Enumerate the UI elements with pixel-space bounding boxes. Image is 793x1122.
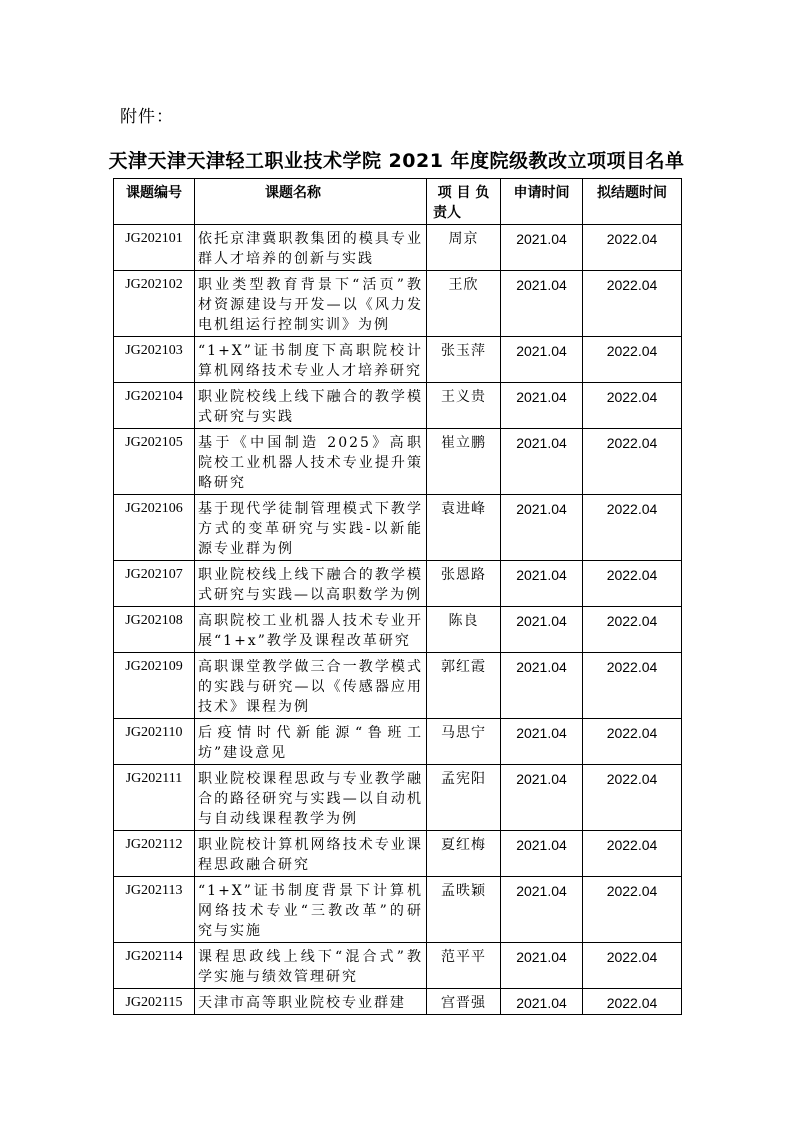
end-time-cell: 2022.04	[583, 429, 682, 495]
attachment-label: 附件：	[120, 107, 174, 127]
table-row	[114, 607, 682, 653]
project-code-cell: JG202101	[114, 225, 195, 271]
table-row	[114, 831, 682, 877]
project-code-cell: JG202110	[114, 719, 195, 765]
project-name-cell: 课程思政线上线下“混合式”教学实施与绩效管理研究	[195, 943, 427, 989]
end-time-cell: 2022.04	[583, 877, 682, 943]
header-row	[114, 179, 682, 225]
project-code-cell: JG202102	[114, 271, 195, 337]
project-code-cell: JG202112	[114, 831, 195, 877]
table-header	[114, 179, 682, 225]
table-row	[114, 383, 682, 429]
project-code-cell: JG202105	[114, 429, 195, 495]
end-time-cell: 2022.04	[583, 943, 682, 989]
project-name-cell: 天津市高等职业院校专业群建	[195, 989, 427, 1015]
project-code-cell: JG202113	[114, 877, 195, 943]
project-leader-cell: 郭红霞	[427, 653, 501, 719]
header-end-time: 拟结题时间	[583, 179, 682, 225]
table-row	[114, 989, 682, 1015]
project-name-cell: 职业院校课程思政与专业教学融合的路径研究与实践—以自动机与自动线课程教学为例	[195, 765, 427, 831]
table-row	[114, 719, 682, 765]
project-code-cell: JG202107	[114, 561, 195, 607]
project-leader-cell: 孟昳颖	[427, 877, 501, 943]
project-name-cell: 基于现代学徒制管理模式下教学方式的变革研究与实践-以新能源专业群为例	[195, 495, 427, 561]
end-time-cell: 2022.04	[583, 561, 682, 607]
table-row	[114, 429, 682, 495]
end-time-cell: 2022.04	[583, 719, 682, 765]
project-leader-cell: 马思宁	[427, 719, 501, 765]
end-time-cell: 2022.04	[583, 495, 682, 561]
end-time-cell: 2022.04	[583, 337, 682, 383]
table-row	[114, 337, 682, 383]
project-name-cell: 职业院校线上线下融合的教学模式研究与实践—以高职数学为例	[195, 561, 427, 607]
table-row	[114, 561, 682, 607]
project-name-cell: 依托京津冀职教集团的模具专业群人才培养的创新与实践	[195, 225, 427, 271]
table-body	[114, 225, 682, 1015]
apply-time-cell: 2021.04	[501, 429, 583, 495]
apply-time-cell: 2021.04	[501, 877, 583, 943]
apply-time-cell: 2021.04	[501, 765, 583, 831]
table-row	[114, 877, 682, 943]
end-time-cell: 2022.04	[583, 225, 682, 271]
project-leader-cell: 周京	[427, 225, 501, 271]
project-name-cell: 基于《中国制造 2025》高职院校工业机器人技术专业提升策略研究	[195, 429, 427, 495]
project-name-cell: “1+X”证书制度背景下计算机网络技术专业“三教改革”的研究与实施	[195, 877, 427, 943]
project-name-cell: 高职课堂教学做三合一教学模式的实践与研究—以《传感器应用技术》课程为例	[195, 653, 427, 719]
project-code-cell: JG202114	[114, 943, 195, 989]
project-leader-cell: 宫晋强	[427, 989, 501, 1015]
project-name-cell: 职业院校计算机网络技术专业课程思政融合研究	[195, 831, 427, 877]
apply-time-cell: 2021.04	[501, 225, 583, 271]
table-row	[114, 653, 682, 719]
end-time-cell: 2022.04	[583, 831, 682, 877]
apply-time-cell: 2021.04	[501, 561, 583, 607]
apply-time-cell: 2021.04	[501, 943, 583, 989]
table-row	[114, 225, 682, 271]
project-code-cell: JG202103	[114, 337, 195, 383]
apply-time-cell: 2021.04	[501, 383, 583, 429]
document-title: 天津天津天津轻工职业技术学院 2021 年度院级教改立项项目名单	[108, 150, 685, 172]
header-person-line1: 项 目 负	[437, 185, 490, 201]
table-row	[114, 765, 682, 831]
header-person-line2: 责人	[433, 205, 461, 221]
header-apply-time: 申请时间	[501, 179, 583, 225]
end-time-cell: 2022.04	[583, 383, 682, 429]
header-code: 课题编号	[114, 179, 195, 225]
end-time-cell: 2022.04	[583, 765, 682, 831]
project-leader-cell: 袁进峰	[427, 495, 501, 561]
project-leader-cell: 陈良	[427, 607, 501, 653]
project-leader-cell: 范平平	[427, 943, 501, 989]
header-name: 课题名称	[195, 179, 427, 225]
project-leader-cell: 张玉萍	[427, 337, 501, 383]
apply-time-cell: 2021.04	[501, 337, 583, 383]
project-name-cell: “1+X”证书制度下高职院校计算机网络技术专业人才培养研究	[195, 337, 427, 383]
end-time-cell: 2022.04	[583, 989, 682, 1015]
apply-time-cell: 2021.04	[501, 989, 583, 1015]
apply-time-cell: 2021.04	[501, 271, 583, 337]
project-code-cell: JG202106	[114, 495, 195, 561]
table-row	[114, 943, 682, 989]
project-code-cell: JG202108	[114, 607, 195, 653]
project-code-cell: JG202115	[114, 989, 195, 1015]
table-row	[114, 271, 682, 337]
project-leader-cell: 崔立鹏	[427, 429, 501, 495]
project-leader-cell: 孟宪阳	[427, 765, 501, 831]
end-time-cell: 2022.04	[583, 271, 682, 337]
header-person	[427, 179, 501, 225]
project-leader-cell: 王义贵	[427, 383, 501, 429]
apply-time-cell: 2021.04	[501, 495, 583, 561]
apply-time-cell: 2021.04	[501, 719, 583, 765]
project-code-cell: JG202111	[114, 765, 195, 831]
apply-time-cell: 2021.04	[501, 607, 583, 653]
project-list-table	[113, 178, 682, 1015]
project-name-cell: 后疫情时代新能源“鲁班工坊”建设意见	[195, 719, 427, 765]
table-row	[114, 495, 682, 561]
apply-time-cell: 2021.04	[501, 831, 583, 877]
project-code-cell: JG202109	[114, 653, 195, 719]
end-time-cell: 2022.04	[583, 653, 682, 719]
project-leader-cell: 张恩路	[427, 561, 501, 607]
project-leader-cell: 夏红梅	[427, 831, 501, 877]
project-leader-cell: 王欣	[427, 271, 501, 337]
project-name-cell: 职业类型教育背景下“活页”教材资源建设与开发—以《风力发电机组运行控制实训》为例	[195, 271, 427, 337]
project-name-cell: 高职院校工业机器人技术专业开展“1+x”教学及课程改革研究	[195, 607, 427, 653]
project-code-cell: JG202104	[114, 383, 195, 429]
apply-time-cell: 2021.04	[501, 653, 583, 719]
project-name-cell: 职业院校线上线下融合的教学模式研究与实践	[195, 383, 427, 429]
end-time-cell: 2022.04	[583, 607, 682, 653]
